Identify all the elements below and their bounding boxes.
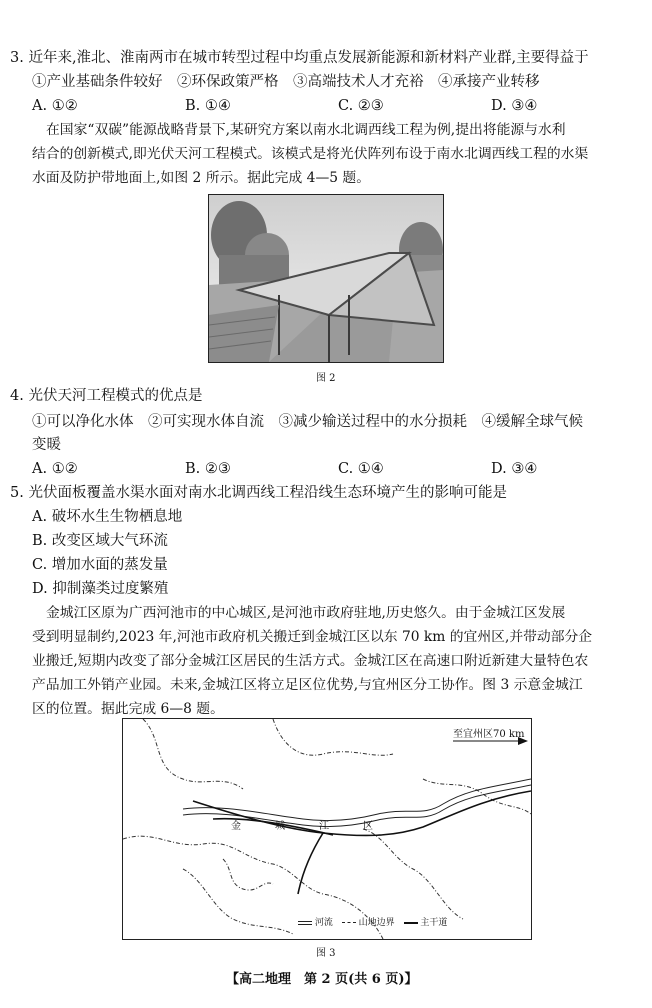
- q4-option-c: C. ①④: [338, 461, 384, 477]
- figure-2-caption: 图 2: [316, 373, 336, 384]
- arrow-label-yizhou: 至宜州区70 km: [453, 729, 525, 740]
- q5-option-a: A. 破坏水生生物栖息地: [32, 509, 183, 525]
- passage1-line-1: 在国家“双碳”能源战略背景下,某研究方案以南水北调西线工程为例,提出将能源与水利: [46, 122, 566, 138]
- map-legend: [298, 915, 447, 928]
- legend-road: 主干道: [420, 918, 448, 928]
- legend-river-symbol: [298, 921, 312, 925]
- q3-option-b: B. ①④: [185, 98, 231, 114]
- q4-option-a: A. ①②: [32, 461, 78, 477]
- figure-2-photo: [208, 194, 444, 363]
- district-char-1: 金: [231, 821, 241, 832]
- q5-option-c: C. 增加水面的蒸发量: [32, 557, 168, 573]
- legend-river: 河流: [314, 918, 333, 928]
- legend-mountain: 山地边界: [358, 918, 395, 928]
- passage2-line-1: 金城江区原为广西河池市的中心城区,是河池市政府驻地,历史悠久。由于金城江区发展: [46, 605, 566, 621]
- district-char-4: 区: [363, 821, 373, 832]
- q5-option-b: B. 改变区域大气环流: [32, 533, 168, 549]
- passage1-line-2: 结合的创新模式,即光伏天河工程模式。该模式是将光伏阵列布设于南水北调西线工程的水渠: [32, 146, 589, 162]
- passage1-line-3: 水面及防护带地面上,如图 2 所示。据此完成 4—5 题。: [32, 170, 370, 186]
- passage2-line-3: 业搬迁,短期内改变了部分金城江区居民的生活方式。金城江区在高速口附近新建大量特色农: [32, 653, 589, 669]
- legend-mountain-symbol: [342, 922, 356, 923]
- figure-3-caption: 图 3: [316, 948, 336, 959]
- q3-option-d: D. ③④: [491, 98, 538, 114]
- figure-3-map: [122, 718, 532, 940]
- q4-items-line-2: 变暖: [32, 437, 61, 453]
- q4-items-line-1: ①可以净化水体 ②可实现水体自流 ③减少输送过程中的水分损耗 ④缓解全球气候: [32, 414, 583, 430]
- passage2-line-4: 产品加工外销产业园。未来,金城江区将立足区位优势,与宜州区分工协作。图 3 示意金城江: [32, 677, 583, 693]
- q3-stem: 3. 近年来,淮北、淮南两市在城市转型过程中均重点发展新能源和新材料产业群,主要得益于: [10, 50, 589, 66]
- q3-items: ①产业基础条件较好 ②环保政策严格 ③高端技术人才充裕 ④承接产业转移: [32, 74, 540, 90]
- district-char-2: 城: [275, 821, 285, 832]
- q3-option-c: C. ②③: [338, 98, 384, 114]
- q4-option-b: B. ②③: [185, 461, 231, 477]
- q4-stem: 4. 光伏天河工程模式的优点是: [10, 388, 203, 404]
- passage2-line-5: 区的位置。据此完成 6—8 题。: [32, 701, 224, 717]
- passage2-line-2: 受到明显制约,2023 年,河池市政府机关搬迁到金城江区以东 70 km 的宜州区,并带动部分企: [32, 629, 593, 645]
- page-footer: 【高二地理 第 2 页(共 6 页)】: [226, 972, 418, 987]
- district-char-3: 江: [319, 821, 329, 832]
- legend-road-symbol: [404, 922, 418, 924]
- q3-option-a: A. ①②: [32, 98, 78, 114]
- q4-option-d: D. ③④: [491, 461, 538, 477]
- q5-option-d: D. 抑制藻类过度繁殖: [32, 581, 169, 597]
- q5-stem: 5. 光伏面板覆盖水渠水面对南水北调西线工程沿线生态环境产生的影响可能是: [10, 485, 507, 501]
